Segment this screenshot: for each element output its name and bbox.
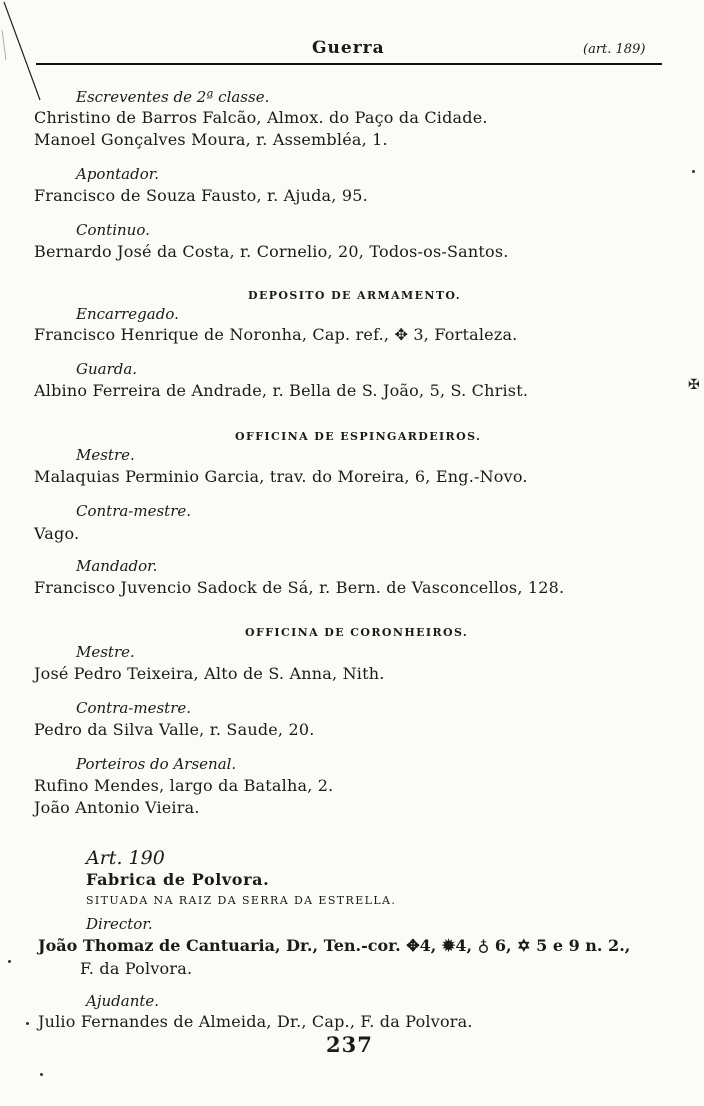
location-subheading: SITUADA NA RAIZ DA SERRA DA ESTRELLA. xyxy=(86,894,397,907)
entry-line: Julio Fernandes de Almeida, Dr., Cap., F. da Polvora. xyxy=(38,1012,473,1031)
entry-line: Pedro da Silva Valle, r. Saude, 20. xyxy=(34,720,315,739)
margin-ornament: ✠ xyxy=(688,377,700,393)
role-heading: Mestre. xyxy=(76,446,135,464)
section-heading: OFFICINA DE CORONHEIROS. xyxy=(245,626,469,639)
role-heading: Encarregado. xyxy=(76,305,179,323)
entry-line: F. da Polvora. xyxy=(80,959,193,978)
entry-line: Bernardo José da Costa, r. Cornelio, 20, Todos-os-Santos. xyxy=(34,242,509,261)
entry-line: João Thomaz de Cantuaria, Dr., Ten.-cor. ✥4, ✹4, ♁ 6, ✡ 5 e 9 n. 2., xyxy=(38,936,631,955)
role-heading: Mandador. xyxy=(76,557,158,575)
entry-line: Francisco de Souza Fausto, r. Ajuda, 95. xyxy=(34,186,368,205)
scan-speck xyxy=(8,960,11,963)
role-heading: Ajudante. xyxy=(86,992,160,1010)
entry-line: João Antonio Vieira. xyxy=(34,798,200,817)
entry-line: Malaquias Perminio Garcia, trav. do Moreira, 6, Eng.-Novo. xyxy=(34,467,528,486)
role-heading: Porteiros do Arsenal. xyxy=(76,755,237,773)
header-rule xyxy=(36,63,662,65)
entry-line: Manoel Gonçalves Moura, r. Assembléa, 1. xyxy=(34,130,388,149)
section-heading: DEPOSITO DE ARMAMENTO. xyxy=(248,289,461,302)
scan-speck xyxy=(692,170,695,173)
entry-line: Albino Ferreira de Andrade, r. Bella de S. João, 5, S. Christ. xyxy=(34,381,529,400)
page-number: 237 xyxy=(326,1032,373,1057)
entry-line: Vago. xyxy=(34,524,80,543)
entry-line: Francisco Juvencio Sadock de Sá, r. Bern. de Vasconcellos, 128. xyxy=(34,578,565,597)
article-heading: Art. 190 xyxy=(86,847,165,869)
running-header-article: (art. 189) xyxy=(583,42,646,57)
entry-line: Christino de Barros Falcão, Almox. do Paço da Cidade. xyxy=(34,108,488,127)
role-heading: Guarda. xyxy=(76,360,138,378)
role-heading: Contra-mestre. xyxy=(76,502,192,520)
scan-speck xyxy=(40,1073,43,1076)
role-heading: Apontador. xyxy=(76,165,160,183)
entry-line: José Pedro Teixeira, Alto de S. Anna, Nith. xyxy=(34,664,385,683)
entry-line: Francisco Henrique de Noronha, Cap. ref., ✥ 3, Fortaleza. xyxy=(34,325,518,344)
scan-speck xyxy=(26,1022,29,1025)
entry-line: Rufino Mendes, largo da Batalha, 2. xyxy=(34,776,334,795)
role-heading: Escreventes de 2ª classe. xyxy=(76,88,270,106)
section-heading: OFFICINA DE ESPINGARDEIROS. xyxy=(235,430,482,443)
running-header-title: Guerra xyxy=(312,38,385,58)
role-heading: Contra-mestre. xyxy=(76,699,192,717)
role-heading: Mestre. xyxy=(76,643,135,661)
institution-heading: Fabrica de Polvora. xyxy=(86,870,270,889)
role-heading: Director. xyxy=(86,915,153,933)
role-heading: Continuo. xyxy=(76,221,150,239)
